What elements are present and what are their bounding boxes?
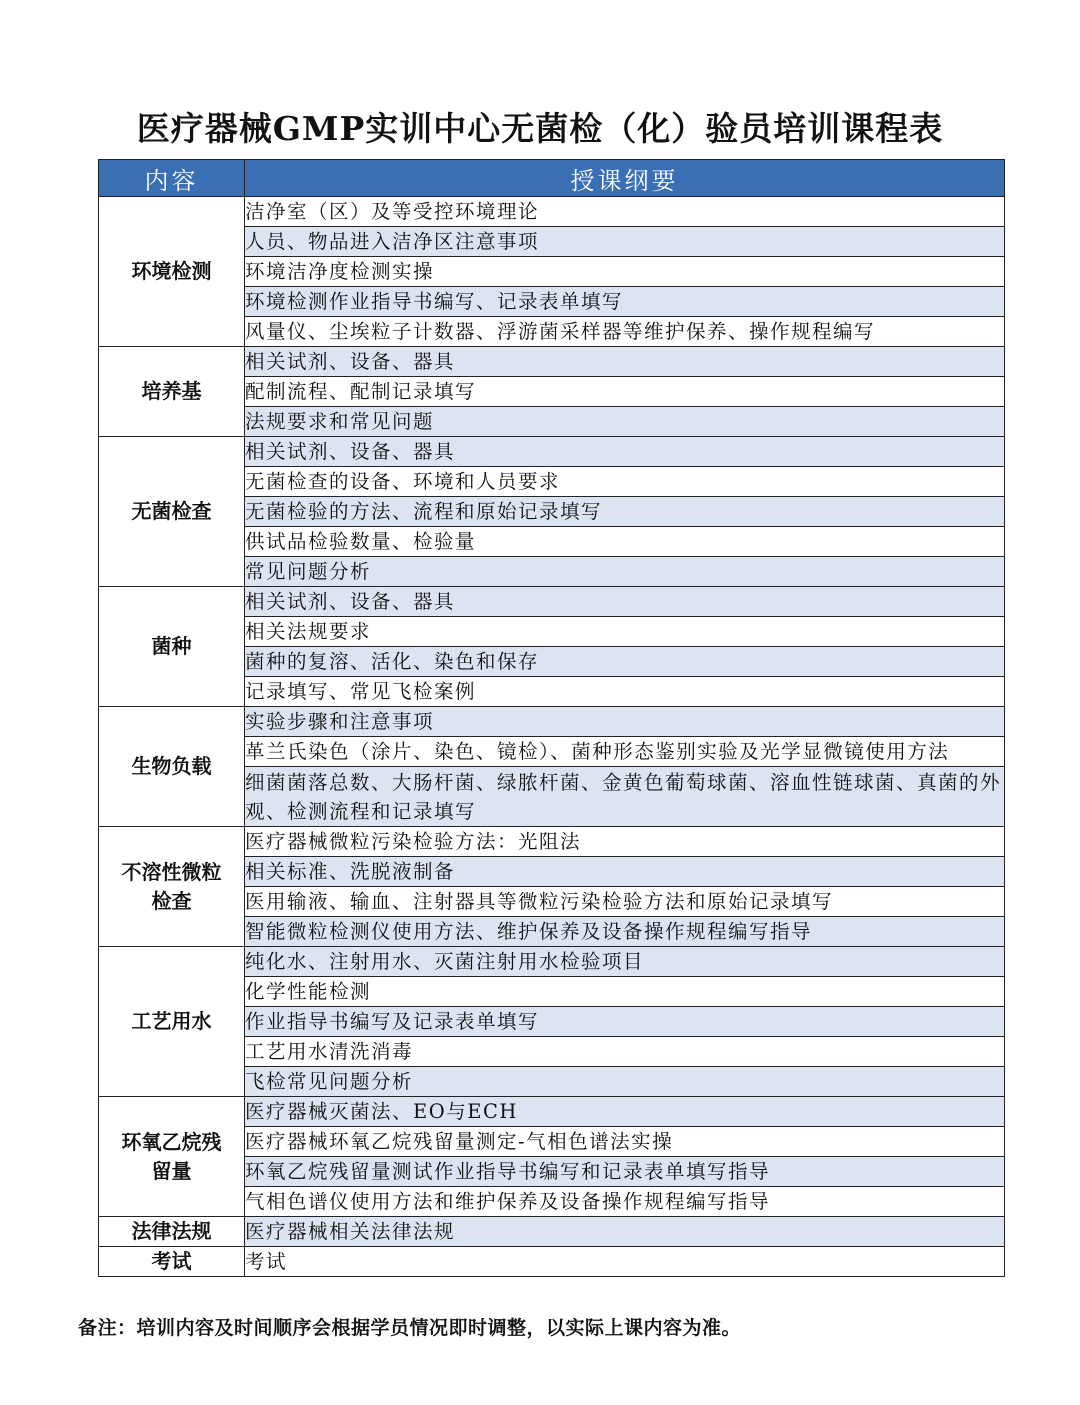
outline-item: 化学性能检测 — [245, 977, 1005, 1007]
outline-item: 工艺用水清洗消毒 — [245, 1037, 1005, 1067]
course-schedule-table — [98, 159, 1005, 1277]
category-cell: 环境检测 — [99, 197, 245, 347]
outline-item: 相关标准、洗脱液制备 — [245, 857, 1005, 887]
header-category: 内容 — [99, 160, 245, 197]
outline-item: 相关试剂、设备、器具 — [245, 347, 1005, 377]
outline-item: 无菌检验的方法、流程和原始记录填写 — [245, 497, 1005, 527]
table-row — [99, 197, 1005, 227]
table-row — [99, 827, 1005, 857]
category-cell: 工艺用水 — [99, 947, 245, 1097]
outline-item: 相关试剂、设备、器具 — [245, 437, 1005, 467]
category-cell: 培养基 — [99, 347, 245, 437]
header-outline: 授课纲要 — [245, 160, 1005, 197]
outline-item: 人员、物品进入洁净区注意事项 — [245, 227, 1005, 257]
outline-item: 作业指导书编写及记录表单填写 — [245, 1007, 1005, 1037]
table-header-row — [99, 160, 1005, 197]
outline-item: 智能微粒检测仪使用方法、维护保养及设备操作规程编写指导 — [245, 917, 1005, 947]
outline-item: 飞检常见问题分析 — [245, 1067, 1005, 1097]
outline-item: 菌种的复溶、活化、染色和保存 — [245, 647, 1005, 677]
outline-item: 洁净室（区）及等受控环境理论 — [245, 197, 1005, 227]
outline-item: 常见问题分析 — [245, 557, 1005, 587]
outline-item: 细菌菌落总数、大肠杆菌、绿脓杆菌、金黄色葡萄球菌、溶血性链球菌、真菌的外观、检测流程和记录填写 — [245, 767, 1005, 827]
table-row — [99, 1097, 1005, 1127]
outline-item: 环境洁净度检测实操 — [245, 257, 1005, 287]
category-cell: 法律法规 — [99, 1217, 245, 1247]
outline-item: 医疗器械微粒污染检验方法：光阻法 — [245, 827, 1005, 857]
table-row — [99, 437, 1005, 467]
outline-item: 考试 — [245, 1247, 1005, 1277]
outline-item: 环氧乙烷残留量测试作业指导书编写和记录表单填写指导 — [245, 1157, 1005, 1187]
table-body — [99, 197, 1005, 1277]
category-cell: 不溶性微粒检查 — [99, 827, 245, 947]
table-row — [99, 1217, 1005, 1247]
outline-item: 医疗器械灭菌法、EO与ECH — [245, 1097, 1005, 1127]
outline-item: 医疗器械相关法律法规 — [245, 1217, 1005, 1247]
outline-item: 实验步骤和注意事项 — [245, 707, 1005, 737]
outline-item: 供试品检验数量、检验量 — [245, 527, 1005, 557]
category-cell: 菌种 — [99, 587, 245, 707]
outline-item: 革兰氏染色（涂片、染色、镜检）、菌种形态鉴别实验及光学显微镜使用方法 — [245, 737, 1005, 767]
outline-item: 相关试剂、设备、器具 — [245, 587, 1005, 617]
outline-item: 无菌检查的设备、环境和人员要求 — [245, 467, 1005, 497]
category-cell: 生物负载 — [99, 707, 245, 827]
table-row — [99, 947, 1005, 977]
outline-item: 纯化水、注射用水、灭菌注射用水检验项目 — [245, 947, 1005, 977]
document-title: 医疗器械GMP实训中心无菌检（化）验员培训课程表 — [136, 109, 944, 148]
outline-item: 气相色谱仪使用方法和维护保养及设备操作规程编写指导 — [245, 1187, 1005, 1217]
outline-item: 医用输液、输血、注射器具等微粒污染检验方法和原始记录填写 — [245, 887, 1005, 917]
table-row — [99, 707, 1005, 737]
outline-item: 相关法规要求 — [245, 617, 1005, 647]
category-cell: 考试 — [99, 1247, 245, 1277]
category-cell: 环氧乙烷残留量 — [99, 1097, 245, 1217]
footer-note: 备注：培训内容及时间顺序会根据学员情况即时调整，以实际上课内容为准。 — [78, 1317, 742, 1339]
table-row — [99, 347, 1005, 377]
table-row — [99, 587, 1005, 617]
category-cell: 无菌检查 — [99, 437, 245, 587]
outline-item: 风量仪、尘埃粒子计数器、浮游菌采样器等维护保养、操作规程编写 — [245, 317, 1005, 347]
outline-item: 记录填写、常见飞检案例 — [245, 677, 1005, 707]
outline-item: 配制流程、配制记录填写 — [245, 377, 1005, 407]
outline-item: 环境检测作业指导书编写、记录表单填写 — [245, 287, 1005, 317]
outline-item: 法规要求和常见问题 — [245, 407, 1005, 437]
table-row — [99, 1247, 1005, 1277]
outline-item: 医疗器械环氧乙烷残留量测定-气相色谱法实操 — [245, 1127, 1005, 1157]
